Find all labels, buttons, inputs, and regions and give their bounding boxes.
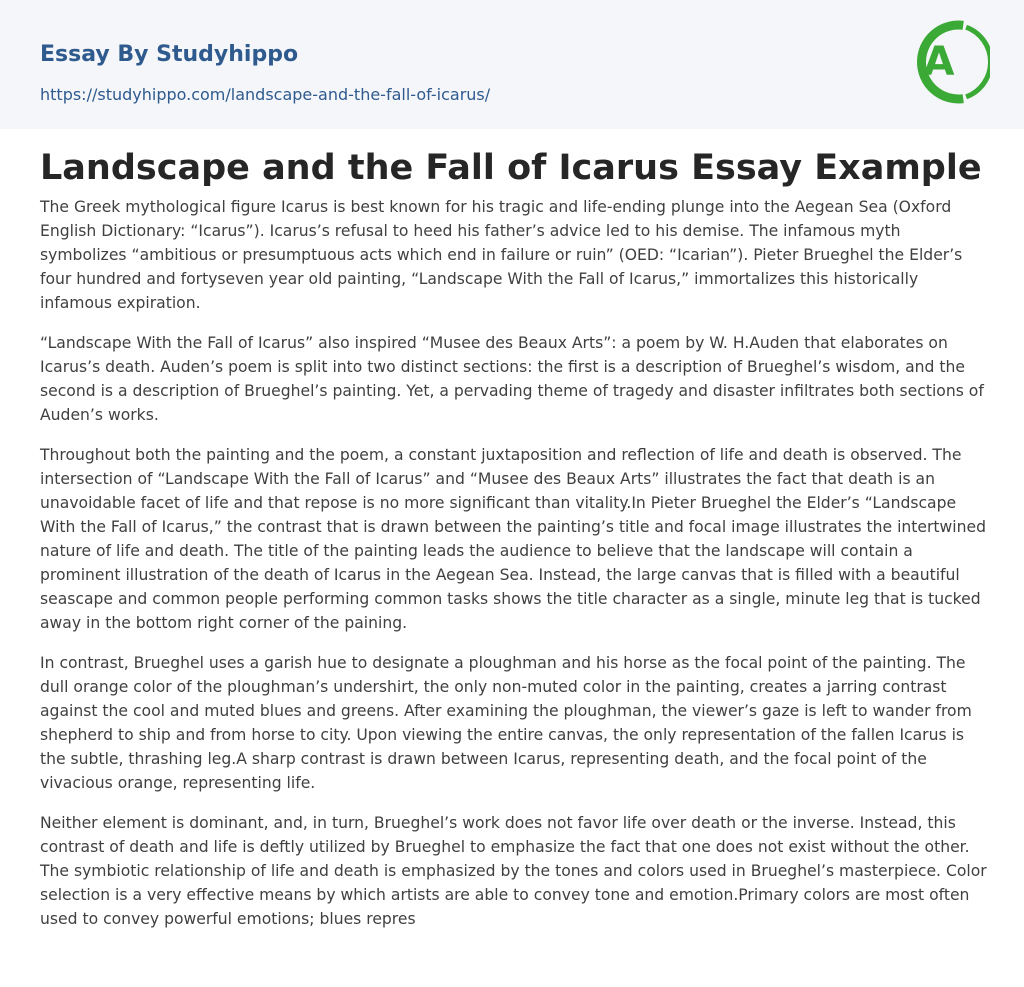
essay-paragraph: “Landscape With the Fall of Icarus” also inspired “Musee des Beaux Arts”: a poem by W. H.Auden that elaborates on Icarus’s death. Auden’s poem is split into two distinct sections: the first is a description of Brueghel’s wisdom, and the second is a description of Brueghel’s painting. Yet, a pervading theme of tragedy and disaster infiltrates both sections of Auden’s works. — [40, 334, 984, 424]
site-title[interactable]: Essay By Studyhippo — [40, 42, 299, 67]
studyhippo-logo-icon[interactable] — [906, 18, 990, 106]
site-header — [0, 0, 1024, 129]
essay-paragraph: The Greek mythological figure Icarus is best known for his tragic and life-ending plunge into the Aegean Sea (Oxford English Dictionary: “Icarus”). Icarus’s refusal to heed his father’s advice led to his demise. The infamous myth symbolizes “ambitious or presumptuous acts which end in failure or ruin” (OED: “Icarian”). Pieter Brueghel the Elder’s four hundred and fortyseven year old painting, “Landscape With the Fall of Icarus,” immortalizes this historically infamous expiration. — [40, 198, 963, 312]
page-title: Landscape and the Fall of Icarus Essay Example — [40, 148, 982, 188]
essay-paragraph: Neither element is dominant, and, in turn, Brueghel’s work does not favor life over death or the inverse. Instead, this contrast of death and life is deftly utilized by Brueghel to emphasize the fact that one does not exist without the other. The symbiotic relationship of life and death is emphasized by the tones and colors used in Brueghel’s masterpiece. Color selection is a very effective means by which artists are able to convey tone and emotion.Primary colors are most often used to convey powerful emotions; blues repres — [40, 814, 987, 928]
essay-paragraph: Throughout both the painting and the poem, a constant juxtaposition and reflection of life and death is observed. The intersection of “Landscape With the Fall of Icarus” and “Musee des Beaux Arts” illustrates the fact that death is an unavoidable facet of life and that repose is no more significant than vitality.In Pieter Brueghel the Elder’s “Landscape With the Fall of Icarus,” the contrast that is drawn between the painting’s title and focal image illustrates the intertwined nature of life and death. The title of the painting leads the audience to believe that the landscape will contain a prominent illustration of the death of Icarus in the Aegean Sea. Instead, the large canvas that is filled with a beautiful seascape and common people performing common tasks shows the title character as a single, minute leg that is tucked away in the bottom right corner of the paining. — [40, 446, 986, 632]
essay-body — [40, 195, 990, 947]
logo-letter: A — [923, 39, 955, 85]
essay-url-link[interactable]: https://studyhippo.com/landscape-and-the-fall-of-icarus/ — [40, 85, 491, 104]
essay-paragraph: In contrast, Brueghel uses a garish hue to designate a ploughman and his horse as the focal point of the painting. The dull orange color of the ploughman’s undershirt, the only non-muted color in the painting, creates a jarring contrast against the cool and muted blues and greens. After examining the ploughman, the viewer’s gaze is left to wander from shepherd to ship and from horse to city. Upon viewing the entire canvas, the only representation of the fallen Icarus is the subtle, thrashing leg.A sharp contrast is drawn between Icarus, representing death, and the focal point of the vivacious orange, representing life. — [40, 654, 972, 792]
